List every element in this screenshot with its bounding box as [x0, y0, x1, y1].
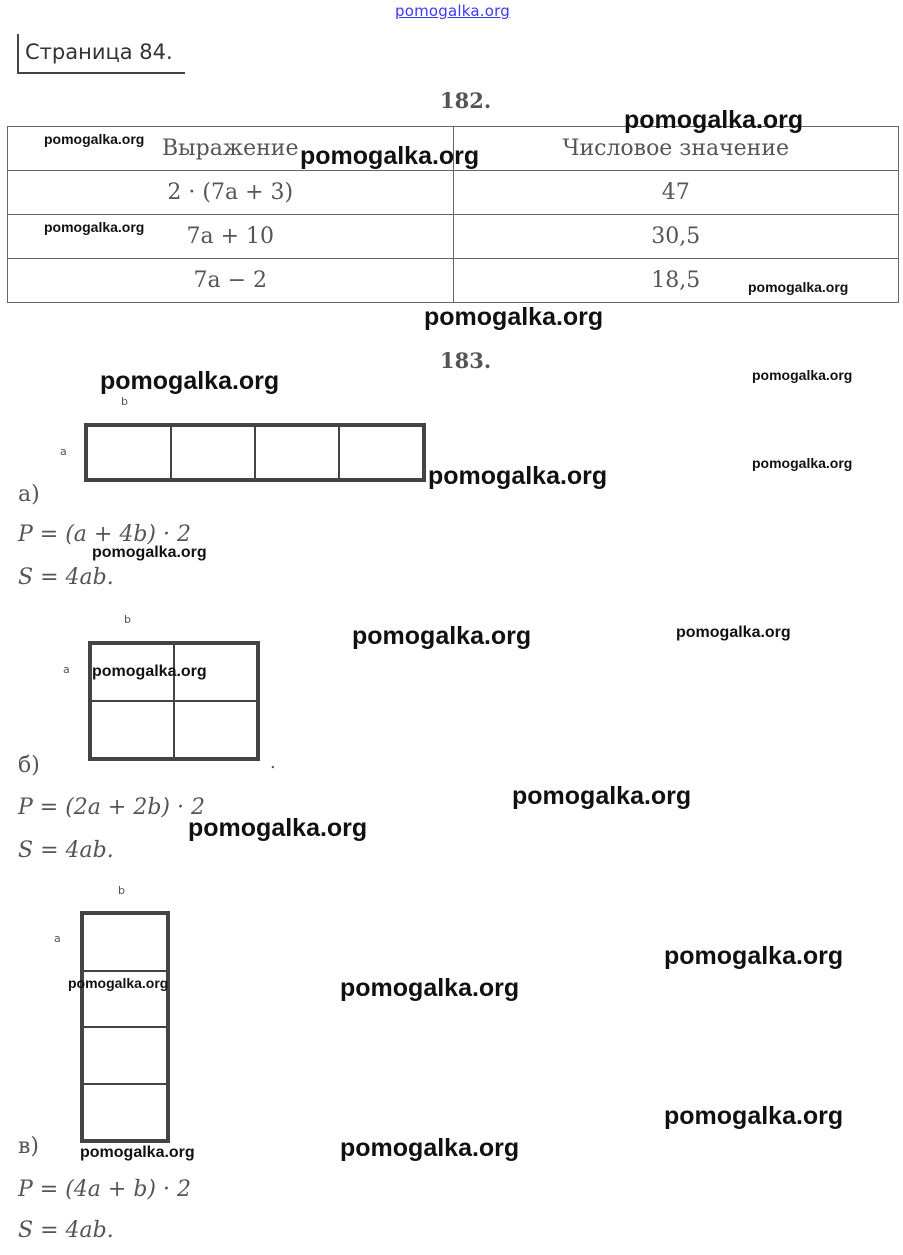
watermark: pomogalka.org: [664, 942, 844, 970]
page-title: Страница 84.: [17, 34, 185, 74]
part-b-perimeter: P = (2a + 2b) · 2: [18, 795, 205, 820]
table-cell-expression: 2 · (7a + 3): [8, 171, 454, 215]
watermark: pomogalka.org: [92, 544, 207, 561]
grid-cell: [83, 1027, 167, 1084]
table-cell-expression: 7a − 2: [8, 259, 454, 303]
rectangle-figure-c: [80, 911, 170, 1143]
side-b-label: b: [124, 613, 131, 626]
side-b-label: b: [118, 884, 125, 897]
stray-dot: .: [270, 752, 276, 773]
table-header-expression: Выражение: [8, 127, 454, 171]
watermark: pomogalka.org: [100, 367, 280, 395]
watermark: pomogalka.org: [44, 131, 145, 147]
part-b-label: б): [18, 753, 40, 778]
part-c-label: в): [18, 1134, 39, 1159]
part-c-area: S = 4ab.: [18, 1218, 114, 1243]
grid-cell: [83, 1084, 167, 1141]
watermark: pomogalka.org: [676, 624, 791, 641]
watermark: pomogalka.org: [428, 462, 608, 490]
grid-cell: [83, 914, 167, 971]
part-a-label: а): [18, 482, 40, 507]
watermark: pomogalka.org: [352, 622, 532, 650]
watermark: pomogalka.org: [44, 219, 145, 235]
watermark: pomogalka.org: [512, 782, 692, 810]
watermark: pomogalka.org: [92, 663, 207, 680]
grid-cell: [255, 426, 339, 479]
rectangle-figure-a: [84, 423, 426, 482]
watermark: pomogalka.org: [300, 142, 480, 170]
watermark: pomogalka.org: [624, 106, 804, 134]
watermark: pomogalka.org: [664, 1102, 844, 1130]
table-cell-value: 47: [453, 171, 899, 215]
rectangle-figure-b: [88, 641, 260, 761]
side-a-label: a: [63, 663, 70, 676]
watermark: pomogalka.org: [68, 975, 169, 991]
watermark: pomogalka.org: [752, 455, 853, 471]
table-cell-value: 30,5: [453, 215, 899, 259]
part-a-perimeter: P = (a + 4b) · 2: [18, 522, 191, 547]
grid-cell: [174, 701, 257, 758]
task-183-number: 183.: [440, 348, 492, 373]
grid-cell: [339, 426, 423, 479]
side-a-label: a: [54, 932, 61, 945]
watermark: pomogalka.org: [752, 367, 853, 383]
watermark: pomogalka.org: [80, 1144, 195, 1161]
table-row: [8, 171, 899, 215]
watermark: pomogalka.org: [188, 814, 368, 842]
watermark: pomogalka.org: [424, 303, 604, 331]
part-a-area: S = 4ab.: [18, 565, 114, 590]
side-a-label: a: [60, 445, 67, 458]
grid-cell: [171, 426, 255, 479]
part-c-perimeter: P = (4a + b) · 2: [18, 1177, 191, 1202]
site-header-link[interactable]: pomogalka.org: [395, 2, 510, 20]
table-header-value: Числовое значение: [453, 127, 899, 171]
watermark: pomogalka.org: [748, 279, 849, 295]
grid-cell: [87, 426, 171, 479]
side-b-label: b: [121, 395, 128, 408]
watermark: pomogalka.org: [340, 1134, 520, 1162]
task-182-number: 182.: [440, 88, 492, 113]
grid-cell: [91, 701, 174, 758]
part-b-area: S = 4ab.: [18, 838, 114, 863]
table-cell-value: 18,5: [453, 259, 899, 303]
watermark: pomogalka.org: [340, 974, 520, 1002]
table-cell-expression: 7a + 10: [8, 215, 454, 259]
